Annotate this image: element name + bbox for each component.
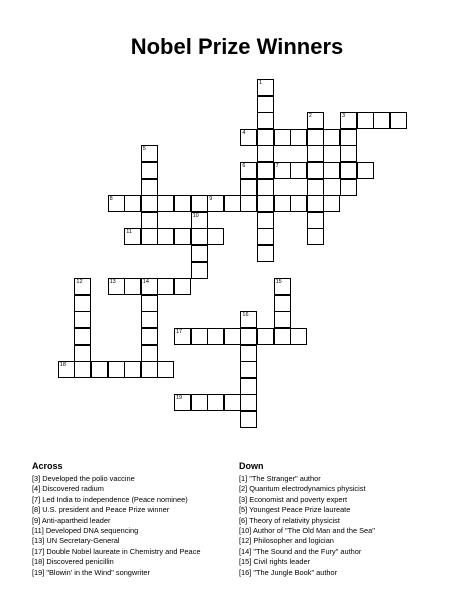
grid-cell[interactable] — [174, 328, 191, 345]
clue-item: [13] UN Secretary-General — [32, 536, 120, 546]
grid-cell[interactable] — [257, 79, 274, 96]
grid-cell[interactable] — [108, 195, 125, 212]
clue-item: [15] Civil rights leader — [239, 557, 311, 567]
grid-cell[interactable] — [307, 212, 324, 229]
clue-number: 10 — [192, 212, 199, 219]
grid-cell[interactable] — [91, 361, 108, 378]
grid-cell[interactable] — [224, 195, 241, 212]
grid-cell[interactable] — [257, 228, 274, 245]
clue-number: 12 — [76, 279, 83, 286]
grid-cell[interactable] — [174, 278, 191, 295]
grid-cell[interactable] — [240, 129, 257, 146]
clue-number: 19 — [176, 395, 183, 402]
grid-cell[interactable] — [257, 145, 274, 162]
grid-cell[interactable] — [257, 112, 274, 129]
grid-cell[interactable] — [290, 162, 307, 179]
grid-cell[interactable] — [307, 179, 324, 196]
clue-item: [8] U.S. president and Peace Prize winner — [32, 505, 170, 515]
grid-cell[interactable] — [274, 162, 291, 179]
clue-item: [3] Developed the polio vaccine — [32, 474, 135, 483]
grid-cell[interactable] — [240, 394, 257, 411]
clue-item: [11] Developed DNA sequencing — [32, 526, 139, 536]
clue-number: 1 — [259, 80, 263, 86]
clue-item: [1] "The Stranger" author — [239, 474, 321, 483]
grid-cell[interactable] — [191, 195, 208, 212]
grid-cell[interactable] — [257, 129, 274, 146]
grid-cell[interactable] — [141, 328, 158, 345]
grid-cell[interactable] — [108, 361, 125, 378]
grid-cell[interactable] — [74, 361, 91, 378]
grid-cell[interactable] — [141, 361, 158, 378]
grid-cell[interactable] — [124, 228, 141, 245]
grid-cell[interactable] — [290, 195, 307, 212]
grid-cell[interactable] — [307, 162, 324, 179]
grid-cell[interactable] — [240, 328, 257, 345]
grid-cell[interactable] — [141, 212, 158, 229]
grid-cell[interactable] — [141, 228, 158, 245]
grid-cell[interactable] — [340, 129, 357, 146]
grid-cell[interactable] — [257, 328, 274, 345]
grid-cell[interactable] — [141, 145, 158, 162]
grid-cell[interactable] — [141, 278, 158, 295]
grid-cell[interactable] — [340, 179, 357, 196]
grid-cell[interactable] — [207, 195, 224, 212]
grid-cell[interactable] — [141, 162, 158, 179]
grid-cell[interactable] — [124, 195, 141, 212]
grid-cell[interactable] — [74, 278, 91, 295]
grid-cell[interactable] — [290, 328, 307, 345]
grid-cell[interactable] — [191, 328, 208, 345]
clue-number: 2 — [308, 113, 312, 120]
clue-number: 9 — [209, 196, 213, 203]
clue-number: 8 — [109, 196, 113, 203]
clue-item: [6] Theory of relativity physicist — [239, 515, 340, 525]
clue-number: 17 — [176, 329, 183, 335]
grid-cell[interactable] — [307, 195, 324, 212]
grid-cell[interactable] — [141, 345, 158, 362]
grid-cell[interactable] — [240, 195, 257, 212]
grid-cell[interactable] — [240, 345, 257, 362]
across-clue-list — [32, 474, 200, 578]
grid-cell[interactable] — [357, 162, 374, 179]
across-heading: Across — [32, 461, 63, 471]
grid-cell[interactable] — [274, 195, 291, 212]
grid-cell[interactable] — [174, 228, 191, 245]
grid-cell[interactable] — [157, 278, 174, 295]
clue-number: 7 — [275, 163, 279, 169]
clue-item: [2] Quantum electrodynamics physicist — [239, 484, 366, 494]
grid-cell[interactable] — [390, 112, 407, 129]
clue-number: 5 — [142, 146, 146, 153]
grid-cell[interactable] — [323, 195, 340, 212]
grid-cell[interactable] — [257, 162, 274, 179]
clue-number: 6 — [242, 163, 246, 169]
clue-number: 15 — [275, 279, 282, 286]
grid-cell[interactable] — [340, 112, 357, 129]
clue-item: [10] Author of "The Old Man and the Sea" — [239, 526, 375, 536]
grid-cell[interactable] — [74, 328, 91, 345]
grid-cell[interactable] — [157, 361, 174, 378]
grid-cell[interactable] — [257, 96, 274, 113]
grid-cell[interactable] — [257, 212, 274, 229]
grid-cell[interactable] — [240, 311, 257, 328]
clue-item: [12] Philosopher and logician — [239, 536, 334, 546]
clue-item: [7] Led India to independence (Peace nominee) — [32, 494, 188, 504]
grid-cell[interactable] — [191, 245, 208, 262]
grid-cell[interactable] — [323, 162, 340, 179]
grid-cell[interactable] — [191, 394, 208, 411]
grid-cell[interactable] — [224, 394, 241, 411]
grid-cell[interactable] — [274, 278, 291, 295]
grid-cell[interactable] — [274, 295, 291, 312]
clue-number: 18 — [59, 362, 66, 369]
grid-cell[interactable] — [74, 311, 91, 328]
grid-cell[interactable] — [191, 212, 208, 229]
grid-cell[interactable] — [207, 328, 224, 345]
grid-cell[interactable] — [307, 228, 324, 245]
clue-number: 3 — [342, 113, 346, 120]
grid-cell[interactable] — [74, 295, 91, 312]
grid-cell[interactable] — [307, 112, 324, 129]
grid-cell[interactable] — [157, 228, 174, 245]
grid-cell[interactable] — [240, 162, 257, 179]
grid-cell[interactable] — [240, 378, 257, 395]
down-clue-list — [239, 474, 375, 578]
clue-number: 16 — [242, 312, 249, 319]
clue-item: [17] Double Nobel laureate in Chemistry and Peace — [32, 546, 201, 556]
clue-item: [19] "Blowin' in the Wind" songwriter — [32, 567, 150, 577]
grid-cell[interactable] — [257, 179, 274, 196]
clue-item: [5] Youngest Peace Prize laureate — [239, 505, 351, 515]
grid-cell[interactable] — [174, 394, 191, 411]
clue-item: [18] Discovered penicillin — [32, 557, 114, 567]
grid-cell[interactable] — [74, 345, 91, 362]
grid-cell[interactable] — [307, 145, 324, 162]
clue-item: [16] "The Jungle Book" author — [239, 567, 338, 577]
grid-cell[interactable] — [257, 195, 274, 212]
grid-cell[interactable] — [141, 179, 158, 196]
clue-number: 4 — [242, 129, 246, 136]
grid-cell[interactable] — [124, 361, 141, 378]
grid-cell[interactable] — [323, 129, 340, 146]
grid-cell[interactable] — [157, 195, 174, 212]
clue-item: [4] Discovered radium — [32, 484, 104, 494]
grid-cell[interactable] — [340, 145, 357, 162]
clue-item: [3] Economist and poverty expert — [239, 494, 348, 504]
grid-cell[interactable] — [340, 162, 357, 179]
down-heading: Down — [239, 461, 264, 471]
clue-item: [9] Anti-apartheid leader — [32, 515, 111, 525]
clue-number: 14 — [142, 279, 149, 286]
grid-cell[interactable] — [274, 129, 291, 146]
grid-cell[interactable] — [357, 112, 374, 129]
grid-cell[interactable] — [124, 278, 141, 295]
puzzle-title: Nobel Prize Winners — [130, 34, 344, 59]
clue-item: [14] "The Sound and the Fury" author — [239, 546, 362, 556]
grid-cell[interactable] — [58, 361, 75, 378]
clue-number: 11 — [126, 229, 132, 236]
grid-cell[interactable] — [240, 411, 257, 428]
grid-cell[interactable] — [174, 195, 191, 212]
grid-cell[interactable] — [141, 295, 158, 312]
grid-cell[interactable] — [240, 179, 257, 196]
grid-cell[interactable] — [141, 195, 158, 212]
grid-cell[interactable] — [108, 278, 125, 295]
grid-cell[interactable] — [373, 112, 390, 129]
grid-cell[interactable] — [207, 228, 224, 245]
grid-cell[interactable] — [224, 328, 241, 345]
grid-cell[interactable] — [207, 394, 224, 411]
grid-cell[interactable] — [274, 311, 291, 328]
grid-cell[interactable] — [290, 129, 307, 146]
grid-cell[interactable] — [141, 311, 158, 328]
grid-cell[interactable] — [240, 361, 257, 378]
grid-cell[interactable] — [191, 228, 208, 245]
grid-cell[interactable] — [191, 262, 208, 279]
clue-number: 13 — [109, 279, 116, 286]
grid-cell[interactable] — [274, 328, 291, 345]
grid-cell[interactable] — [307, 129, 324, 146]
grid-cell[interactable] — [257, 245, 274, 262]
